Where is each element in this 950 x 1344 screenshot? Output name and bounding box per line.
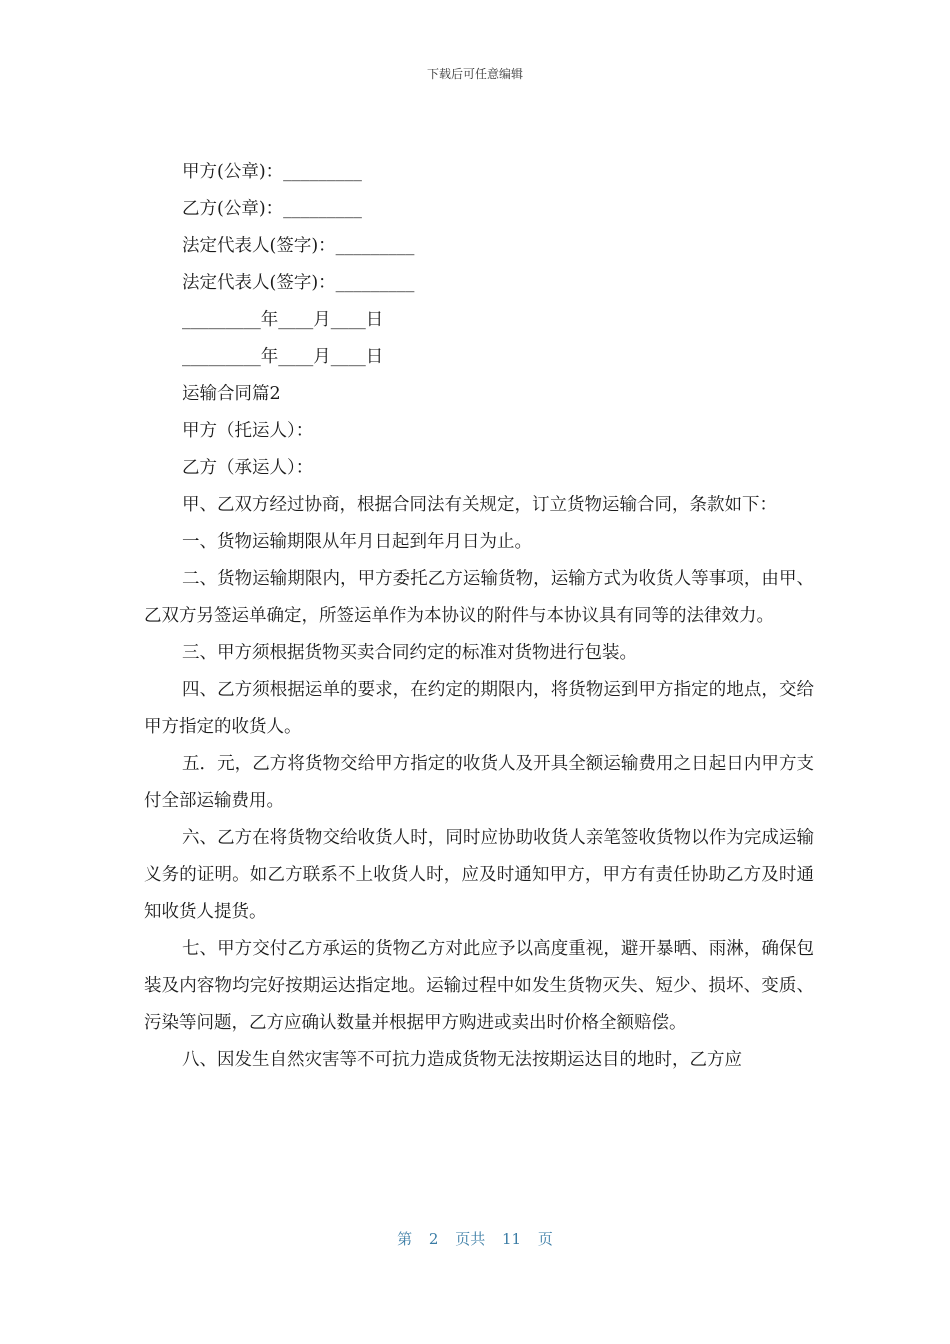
page-footer: 第 2 页共 11 页 (397, 1230, 553, 1248)
signature-party-b: 乙方(公章)：_________ (182, 199, 362, 219)
signature-date-b: _________年____月____日 (182, 347, 384, 367)
paragraph-clause-8: 八、因发生自然灾害等不可抗力造成货物无法按期运达目的地时，乙方应 (182, 1050, 742, 1070)
paragraph-clause-1: 一、货物运输期限从年月日起到年月日为止。 (182, 532, 532, 552)
paragraph-clause-5: 五．元，乙方将货物交给甲方指定的收货人及开具全额运输费用之日起日内甲方支付全部运输费用。 (144, 754, 814, 811)
section-title: 运输合同篇2 (182, 384, 281, 404)
signature-legal-rep-a: 法定代表人(签字)：_________ (182, 236, 415, 256)
paragraph-clause-4: 四、乙方须根据运单的要求，在约定的期限内，将货物运到甲方指定的地点，交给甲方指定的收货人。 (144, 680, 814, 737)
signature-party-a: 甲方(公章)：_________ (182, 162, 362, 182)
paragraph-clause-7: 七、甲方交付乙方承运的货物乙方对此应予以高度重视，避开暴晒、雨淋，确保包装及内容物均完好按期运达指定地。运输过程中如发生货物灭失、短少、损坏、变质、污染等问题，乙方应确认数量并根据甲方购进或卖出时价格全额赔偿。 (144, 939, 814, 1033)
document-body (144, 154, 814, 1079)
signature-legal-rep-b: 法定代表人(签字)：_________ (182, 273, 415, 293)
party-b-line: 乙方（承运人）： (182, 458, 314, 478)
page-header: 下载后可任意编辑 (426, 67, 523, 81)
paragraph-clause-6: 六、乙方在将货物交给收货人时，同时应协助收货人亲笔签收货物以作为完成运输义务的证明。如乙方联系不上收货人时，应及时通知甲方，甲方有责任协助乙方及时通知收货人提货。 (144, 828, 814, 922)
paragraph-clause-2: 二、货物运输期限内，甲方委托乙方运输货物，运输方式为收货人等事项，由甲、乙双方另签运单确定，所签运单作为本协议的附件与本协议具有同等的法律效力。 (144, 569, 814, 626)
signature-date-a: _________年____月____日 (182, 310, 384, 330)
paragraph-clause-3: 三、甲方须根据货物买卖合同约定的标准对货物进行包装。 (182, 643, 637, 663)
paragraph-intro: 甲、乙双方经过协商，根据合同法有关规定，订立货物运输合同，条款如下： (182, 495, 777, 515)
party-a-line: 甲方（托运人）： (182, 421, 314, 441)
